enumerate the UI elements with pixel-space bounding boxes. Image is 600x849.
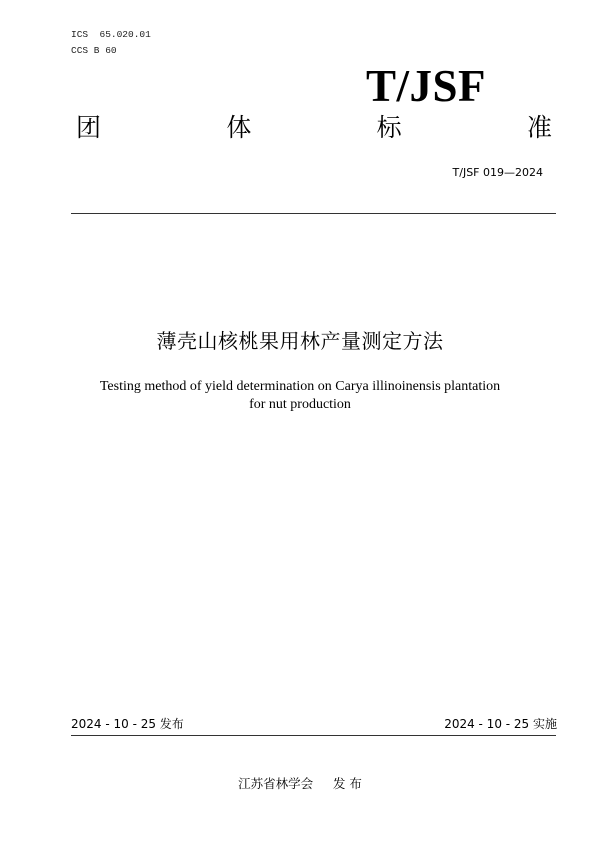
implementation-date: 2024 - 10 - 25 实施 bbox=[444, 717, 557, 731]
ics-code: ICS 65.020.01 bbox=[71, 29, 151, 40]
release-date: 2024 - 10 - 25 发布 bbox=[71, 717, 184, 731]
standard-type-heading bbox=[76, 113, 552, 143]
standard-number: T/JSF 019—2024 bbox=[452, 166, 543, 179]
standard-type-char: 准 bbox=[526, 113, 552, 142]
standard-type-char: 标 bbox=[376, 113, 402, 142]
chinese-title: 薄壳山核桃果用林产量测定方法 bbox=[156, 329, 444, 353]
standard-type-char: 体 bbox=[226, 113, 252, 142]
ccs-code: CCS B 60 bbox=[71, 45, 117, 56]
publisher-line: 江苏省林学会 发 布 bbox=[238, 776, 362, 791]
standard-type-char: 团 bbox=[76, 113, 102, 142]
top-divider bbox=[71, 213, 556, 214]
english-title bbox=[0, 378, 600, 414]
standard-logo: T/JSF bbox=[366, 61, 487, 111]
english-title-line: for nut production bbox=[249, 397, 351, 412]
english-title-line: Testing method of yield determination on Carya illinoinensis plantation bbox=[99, 379, 501, 394]
bottom-divider bbox=[71, 735, 556, 736]
